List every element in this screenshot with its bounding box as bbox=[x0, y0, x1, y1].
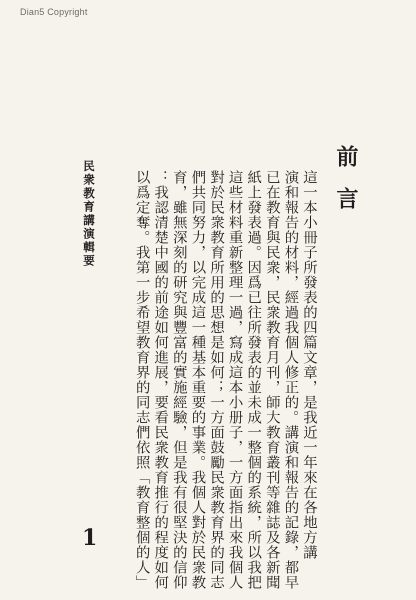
running-header: 民衆教育講演輯要 bbox=[82, 160, 96, 268]
body-line: 以爲定奪。我第一步希望教育界的同志們依照「教育整個的人」 bbox=[133, 170, 150, 590]
body-line: 已在教育與民衆，民衆教育月刊，師大教育叢刊等雜誌及各新聞 bbox=[263, 170, 280, 590]
preface-body bbox=[95, 170, 318, 590]
body-line: 這一本小冊子所發表的四篇文章，是我近一年來在各地方講 bbox=[301, 170, 317, 560]
section-heading: 前言 bbox=[333, 145, 359, 229]
body-line: 演和報告的材料，經過我個人修正的。講演和報告的記錄，都早 bbox=[282, 170, 299, 590]
page-number: 1 bbox=[82, 525, 98, 551]
body-line: 們共同努力，以完成這一種基本重要的事業。我個人對於民衆教 bbox=[189, 170, 206, 590]
body-line: 紙上發表過。因爲已往所發表的並未成一整個的系統，所以我把 bbox=[245, 170, 262, 590]
copyright-stamp: Dian5 Copyright bbox=[20, 7, 88, 17]
body-line: 對於民衆教育所用的思想是如何；一方面鼓勵民衆教育界的同志 bbox=[208, 170, 225, 590]
body-line: 這些材料重新整理一過，寫成這本小册子，一方面指出來我個人 bbox=[226, 170, 243, 590]
body-line: ：我認清楚中國的前途如何進展，要看民衆教育推行的程度如何 bbox=[152, 170, 169, 590]
body-line: 育，雖無深刻的研究與豐富的實施經驗，但是我有很堅決的信仰 bbox=[170, 170, 187, 590]
